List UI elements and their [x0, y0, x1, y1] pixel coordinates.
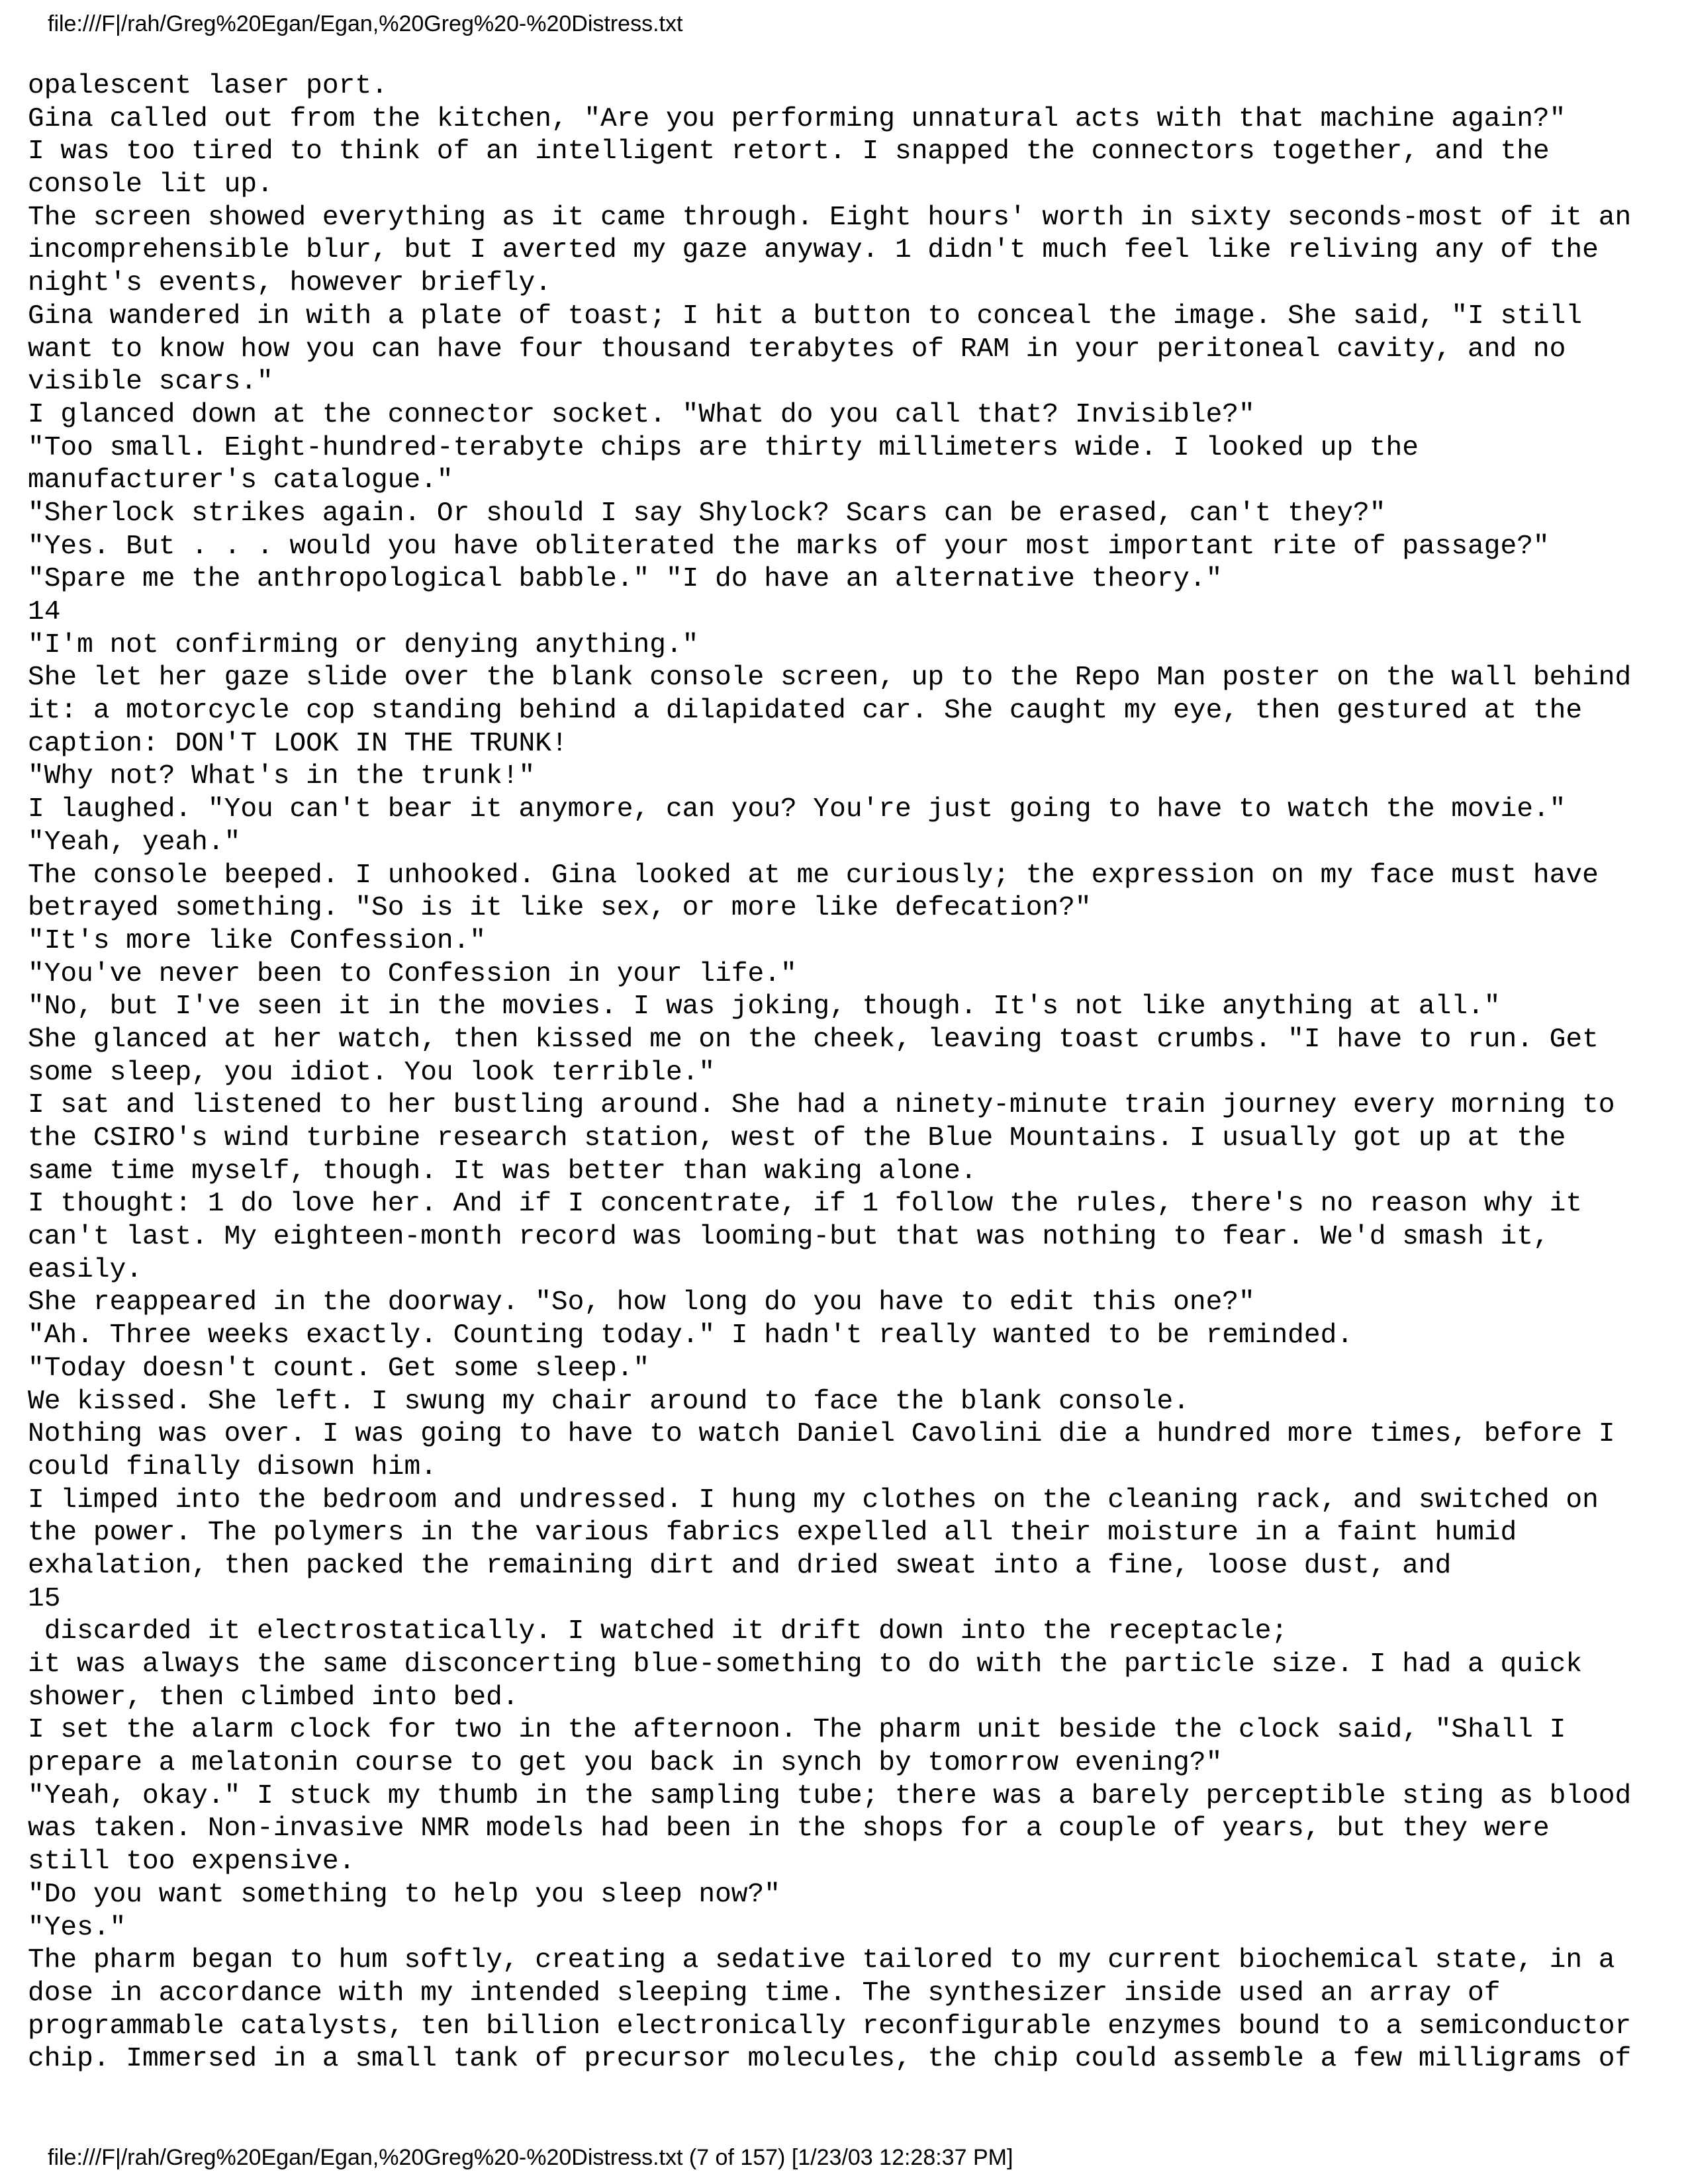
text-line: "I'm not confirming or denying anything."	[28, 629, 699, 660]
text-line: I set the alarm clock for two in the afternoon. The pharm unit beside the clock said, "Shall I	[28, 1715, 1566, 1746]
text-line: betrayed something. "So is it like sex, or more like defecation?"	[28, 893, 1092, 924]
text-line: same time myself, though. It was better than waking alone.	[28, 1156, 977, 1187]
text-line: I glanced down at the connector socket. "What do you call that? Invisible?"	[28, 399, 1255, 430]
text-line: exhalation, then packed the remaining dirt and dried sweat into a fine, loose dust, and	[28, 1550, 1452, 1581]
text-line: I was too tired to think of an intelligent retort. I snapped the connectors together, and the	[28, 136, 1550, 167]
text-line: visible scars."	[28, 367, 273, 398]
text-line: The pharm began to hum softly, creating a sedative tailored to my current biochemical state, in a	[28, 1945, 1615, 1976]
text-line: "Yeah, okay." I stuck my thumb in the sampling tube; there was a barely perceptible sting as blood	[28, 1780, 1632, 1811]
text-line: incomprehensible blur, but I averted my gaze anyway. 1 didn't much feel like reliving any of the	[28, 235, 1599, 266]
text-line: She let her gaze slide over the blank console screen, up to the Repo Man poster on the wall behind	[28, 662, 1632, 694]
text-line: chip. Immersed in a small tank of precursor molecules, the chip could assemble a few milligrams of	[28, 2044, 1632, 2075]
text-line: was taken. Non-invasive NMR models had been in the shops for a couple of years, but they were	[28, 1813, 1550, 1844]
text-line: manufacturer's catalogue."	[28, 465, 453, 496]
text-line: I laughed. "You can't bear it anymore, can you? You're just going to have to watch the movie."	[28, 794, 1566, 825]
text-line: Gina called out from the kitchen, "Are you performing unnatural acts with that machine again?"	[28, 103, 1566, 134]
text-line: I thought: 1 do love her. And if I concentrate, if 1 follow the rules, there's no reason why it	[28, 1189, 1583, 1220]
text-line: it: a motorcycle cop standing behind a dilapidated car. She caught my eye, then gestured at the	[28, 696, 1583, 727]
text-line: 14	[28, 597, 61, 627]
text-line: night's events, however briefly.	[28, 268, 551, 299]
text-line: Nothing was over. I was going to have to watch Daniel Cavolini die a hundred more times, before I	[28, 1419, 1615, 1450]
text-line: 15	[28, 1583, 61, 1614]
text-line: "Yeah, yeah."	[28, 827, 241, 858]
document-text	[28, 70, 1669, 2076]
text-line: "Yes. But . . . would you have obliterated the marks of your most important rite of passage?"	[28, 531, 1550, 562]
text-line: "Sherlock strikes again. Or should I say Shylock? Scars can be erased, can't they?"	[28, 498, 1386, 529]
text-line: "Too small. Eight-hundred-terabyte chips are thirty millimeters wide. I looked up the	[28, 432, 1419, 463]
text-line: it was always the same disconcerting blue-something to do with the particle size. I had a quick	[28, 1649, 1583, 1680]
text-line: discarded it electrostatically. I watched it drift down into the receptacle;	[28, 1616, 1288, 1647]
text-line: "Spare me the anthropological babble." "I do have an alternative theory."	[28, 564, 1223, 595]
text-line: shower, then climbed into bed.	[28, 1682, 519, 1713]
text-line: caption: DON'T LOOK IN THE TRUNK!	[28, 728, 568, 759]
text-line: I limped into the bedroom and undressed. I hung my clothes on the cleaning rack, and switched on	[28, 1484, 1599, 1516]
text-line: want to know how you can have four thousand terabytes of RAM in your peritoneal cavity, and no	[28, 334, 1566, 365]
text-line: console lit up.	[28, 169, 273, 201]
text-line: prepare a melatonin course to get you back in synch by tomorrow evening?"	[28, 1748, 1223, 1779]
text-line: I sat and listened to her bustling around. She had a ninety-minute train journey every morning to	[28, 1090, 1615, 1121]
text-line: "No, but I've seen it in the movies. I was joking, though. It's not like anything at all."	[28, 991, 1501, 1023]
text-line: Gina wandered in with a plate of toast; I hit a button to conceal the image. She said, "I still	[28, 300, 1583, 332]
text-line: easily.	[28, 1254, 143, 1285]
text-line: dose in accordance with my intended sleeping time. The synthesizer inside used an array of	[28, 1978, 1501, 2009]
text-line: can't last. My eighteen-month record was looming-but that was nothing to fear. We'd smash it,	[28, 1222, 1550, 1253]
text-line: She reappeared in the doorway. "So, how long do you have to edit this one?"	[28, 1287, 1255, 1318]
text-line: programmable catalysts, ten billion electronically reconfigurable enzymes bound to a semiconductor	[28, 2011, 1632, 2042]
page-footer-status: file:///F|/rah/Greg%20Egan/Egan,%20Greg%20-%20Distress.txt (7 of 157) [1/23/03 12:28:37 PM]	[48, 2145, 1013, 2170]
text-line: some sleep, you idiot. You look terrible."	[28, 1057, 716, 1088]
text-line: the CSIRO's wind turbine research station, west of the Blue Mountains. I usually got up at the	[28, 1123, 1566, 1154]
text-line: The console beeped. I unhooked. Gina looked at me curiously; the expression on my face must have	[28, 860, 1599, 891]
text-line: "Ah. Three weeks exactly. Counting today." I hadn't really wanted to be reminded.	[28, 1320, 1354, 1351]
text-line: opalescent laser port.	[28, 71, 388, 101]
text-line: could finally disown him.	[28, 1451, 437, 1482]
page-header-path: file:///F|/rah/Greg%20Egan/Egan,%20Greg%20-%20Distress.txt	[48, 11, 683, 36]
text-line: "Why not? What's in the trunk!"	[28, 761, 536, 792]
text-line: "You've never been to Confession in your life."	[28, 958, 797, 989]
text-line: We kissed. She left. I swung my chair around to face the blank console.	[28, 1386, 1190, 1417]
text-line: "Today doesn't count. Get some sleep."	[28, 1353, 650, 1384]
text-line: She glanced at her watch, then kissed me on the cheek, leaving toast crumbs. "I have to run. Get	[28, 1024, 1599, 1055]
text-line: "Yes."	[28, 1912, 126, 1943]
text-line: The screen showed everything as it came through. Eight hours' worth in sixty seconds-most of it an	[28, 202, 1632, 233]
text-line: "It's more like Confession."	[28, 925, 487, 956]
text-line: still too expensive.	[28, 1846, 355, 1878]
text-line: "Do you want something to help you sleep now?"	[28, 1879, 780, 1910]
text-line: the power. The polymers in the various fabrics expelled all their moisture in a faint humid	[28, 1518, 1517, 1549]
